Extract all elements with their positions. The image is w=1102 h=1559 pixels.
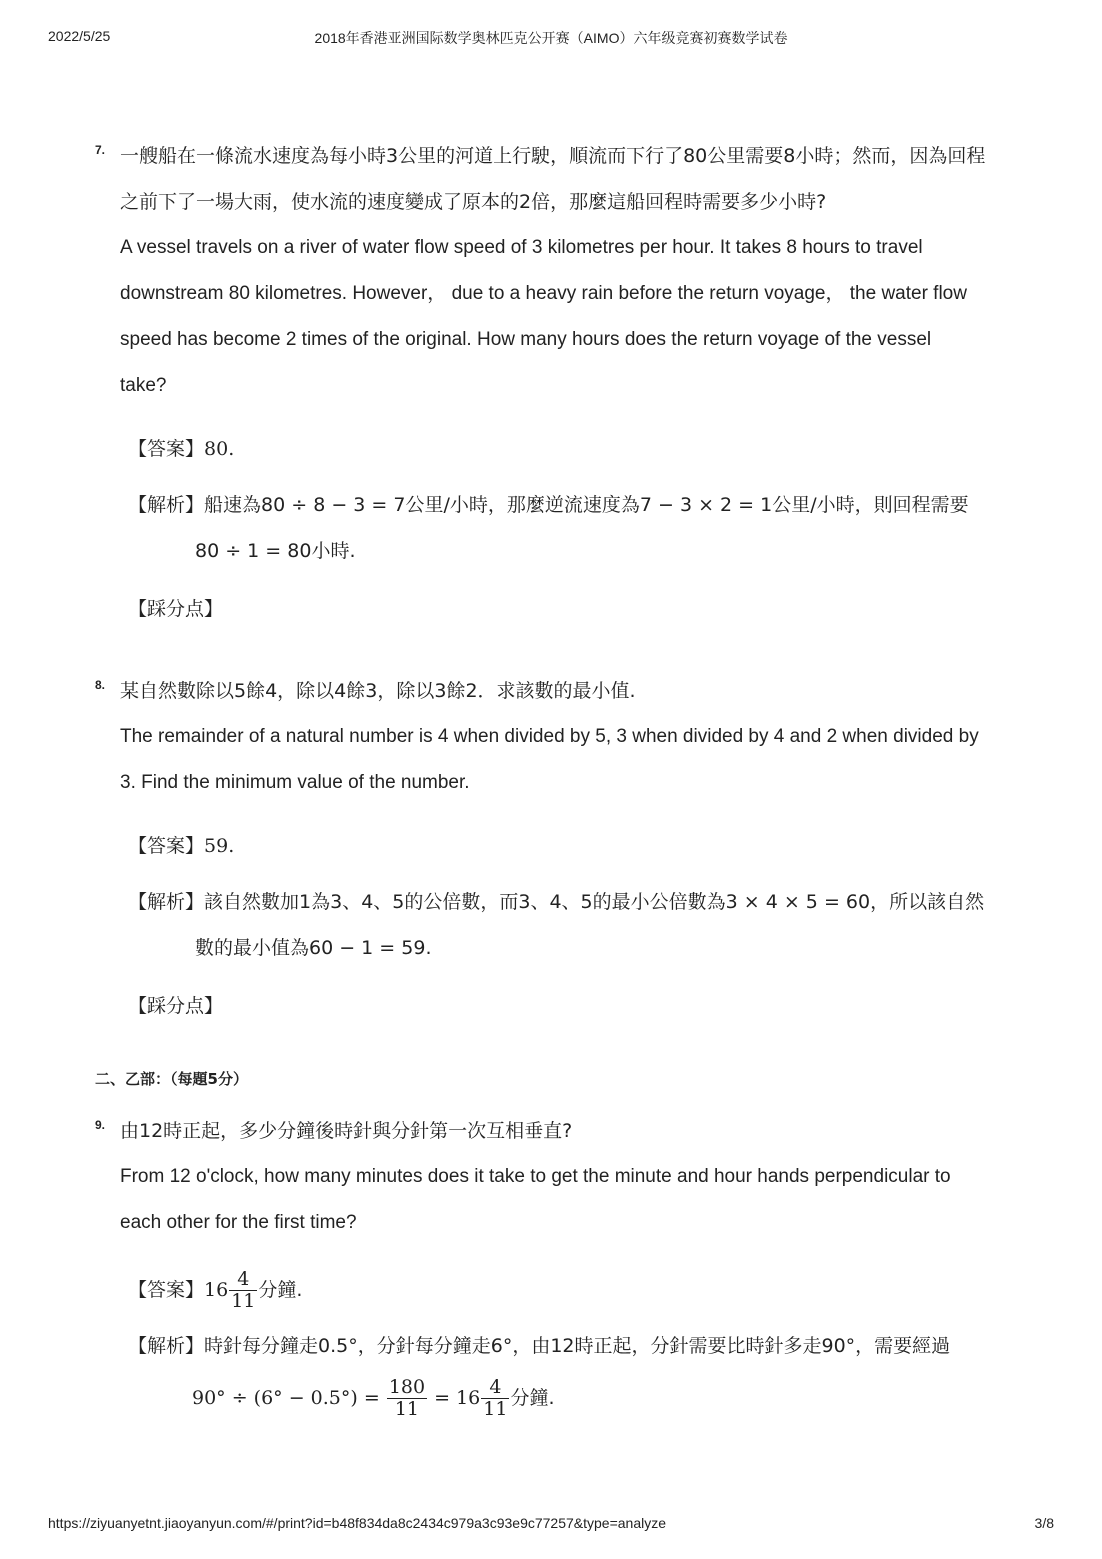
analysis-label: 【解析】 <box>128 891 205 913</box>
equation-fraction <box>387 1377 427 1420</box>
analysis-text: 船速為80 ÷ 8 − 3 = 7公里/小時，那麼逆流速度為7 − 3 × 2 = 1公里/小時，則回程需要 <box>204 494 969 516</box>
section-heading: 二、乙部：（每題5分） <box>95 1070 248 1088</box>
question-number: 7. <box>95 143 106 157</box>
question-text-zh: 某自然數除以5餘4，除以4餘3，除以3餘2．求該數的最小值. <box>120 680 636 702</box>
analysis-label: 【解析】 <box>128 494 205 516</box>
question-text-en: each other for the first time? <box>120 1212 357 1233</box>
question-text-en: The remainder of a natural number is 4 when divided by 5, 3 when divided by 4 and 2 when divided by <box>120 726 979 747</box>
fraction-numerator: 4 <box>481 1377 509 1399</box>
analysis-row <box>128 1322 1025 1370</box>
analysis-text: 80 ÷ 1 = 80小時. <box>195 540 356 562</box>
answer-row <box>128 822 1025 870</box>
footer-url: https://ziyuanyetnt.jiaoyanyun.com/#/print?id=b48f834da8c2434c979a3c93e9c77257&type=analyze <box>48 1515 667 1531</box>
header-date: 2022/5/25 <box>48 28 111 44</box>
fraction-numerator: 180 <box>388 1376 426 1399</box>
answer-fraction <box>229 1269 257 1312</box>
fraction-numerator: 4 <box>229 1269 257 1291</box>
answer-value: 80. <box>204 438 235 460</box>
question-8 <box>95 668 1025 1030</box>
analysis-equation <box>192 1370 1025 1426</box>
question-text-zh: 一艘船在一條流水速度為每小時3公里的河道上行駛，順流而下行了80公里需要8小時；然而，因為回程 <box>120 145 986 167</box>
fraction-denominator: 11 <box>394 1398 420 1420</box>
answer-label: 【答案】 <box>128 835 205 857</box>
points-label: 【踩分点】 <box>128 995 224 1017</box>
answer-value: 59. <box>204 835 235 857</box>
answer-label: 【答案】 <box>128 438 205 460</box>
question-text-en: speed has become 2 times of the original. How many hours does the return voyage of the vessel <box>120 329 932 350</box>
analysis-row <box>128 878 1025 926</box>
question-9 <box>95 1108 1025 1426</box>
footer-page-number: 3/8 <box>1034 1515 1054 1531</box>
question-text-en: 3. Find the minimum value of the number. <box>120 772 470 793</box>
points-label: 【踩分点】 <box>128 598 224 620</box>
header-title: 2018年香港亚洲国际数学奥林匹克公开赛（AIMO）六年级竞赛初赛数学试卷 <box>314 30 788 46</box>
fraction-denominator: 11 <box>483 1398 508 1420</box>
equation-left: 90° ÷ (6° − 0.5°) = <box>192 1387 380 1409</box>
question-text-en: take? <box>120 375 167 396</box>
fraction-denominator: 11 <box>231 1290 256 1312</box>
analysis-text: 該自然數加1為3、4、5的公倍數，而3、4、5的最小公倍數為3 × 4 × 5 = 60，所以該自然 <box>204 891 985 913</box>
answer-row <box>128 425 1025 473</box>
question-text-en: A vessel travels on a river of water flow speed of 3 kilometres per hour. It takes 8 hours to travel <box>120 237 923 258</box>
analysis-row <box>128 481 1025 529</box>
question-text-zh: 之前下了一場大雨，使水流的速度變成了原本的2倍，那麼這船回程時需要多少小時? <box>120 191 827 213</box>
question-text-zh: 由12時正起，多少分鐘後時針與分針第一次互相垂直? <box>120 1120 573 1142</box>
question-text-en: downstream 80 kilometres. However， due to a heavy rain before the return voyage， the water flow <box>120 283 967 304</box>
analysis-text: 數的最小值為60 − 1 = 59. <box>195 937 432 959</box>
question-number: 9. <box>95 1118 106 1132</box>
question-number: 8. <box>95 678 106 692</box>
equation-unit: 分鐘. <box>510 1387 555 1409</box>
answer-whole: 16 <box>204 1279 229 1301</box>
question-7 <box>95 133 1025 633</box>
answer-unit: 分鐘. <box>258 1279 303 1301</box>
equation-mixed: = 16 <box>434 1387 481 1409</box>
analysis-text: 時針每分鐘走0.5°，分針每分鐘走6°，由12時正起，分針需要比時針多走90°，需要經過 <box>204 1335 951 1357</box>
answer-row <box>128 1262 1025 1318</box>
question-text-en: From 12 o'clock, how many minutes does it take to get the minute and hour hands perpendicular to <box>120 1166 951 1187</box>
answer-label: 【答案】 <box>128 1279 205 1301</box>
equation-fraction <box>481 1377 509 1420</box>
analysis-label: 【解析】 <box>128 1335 205 1357</box>
